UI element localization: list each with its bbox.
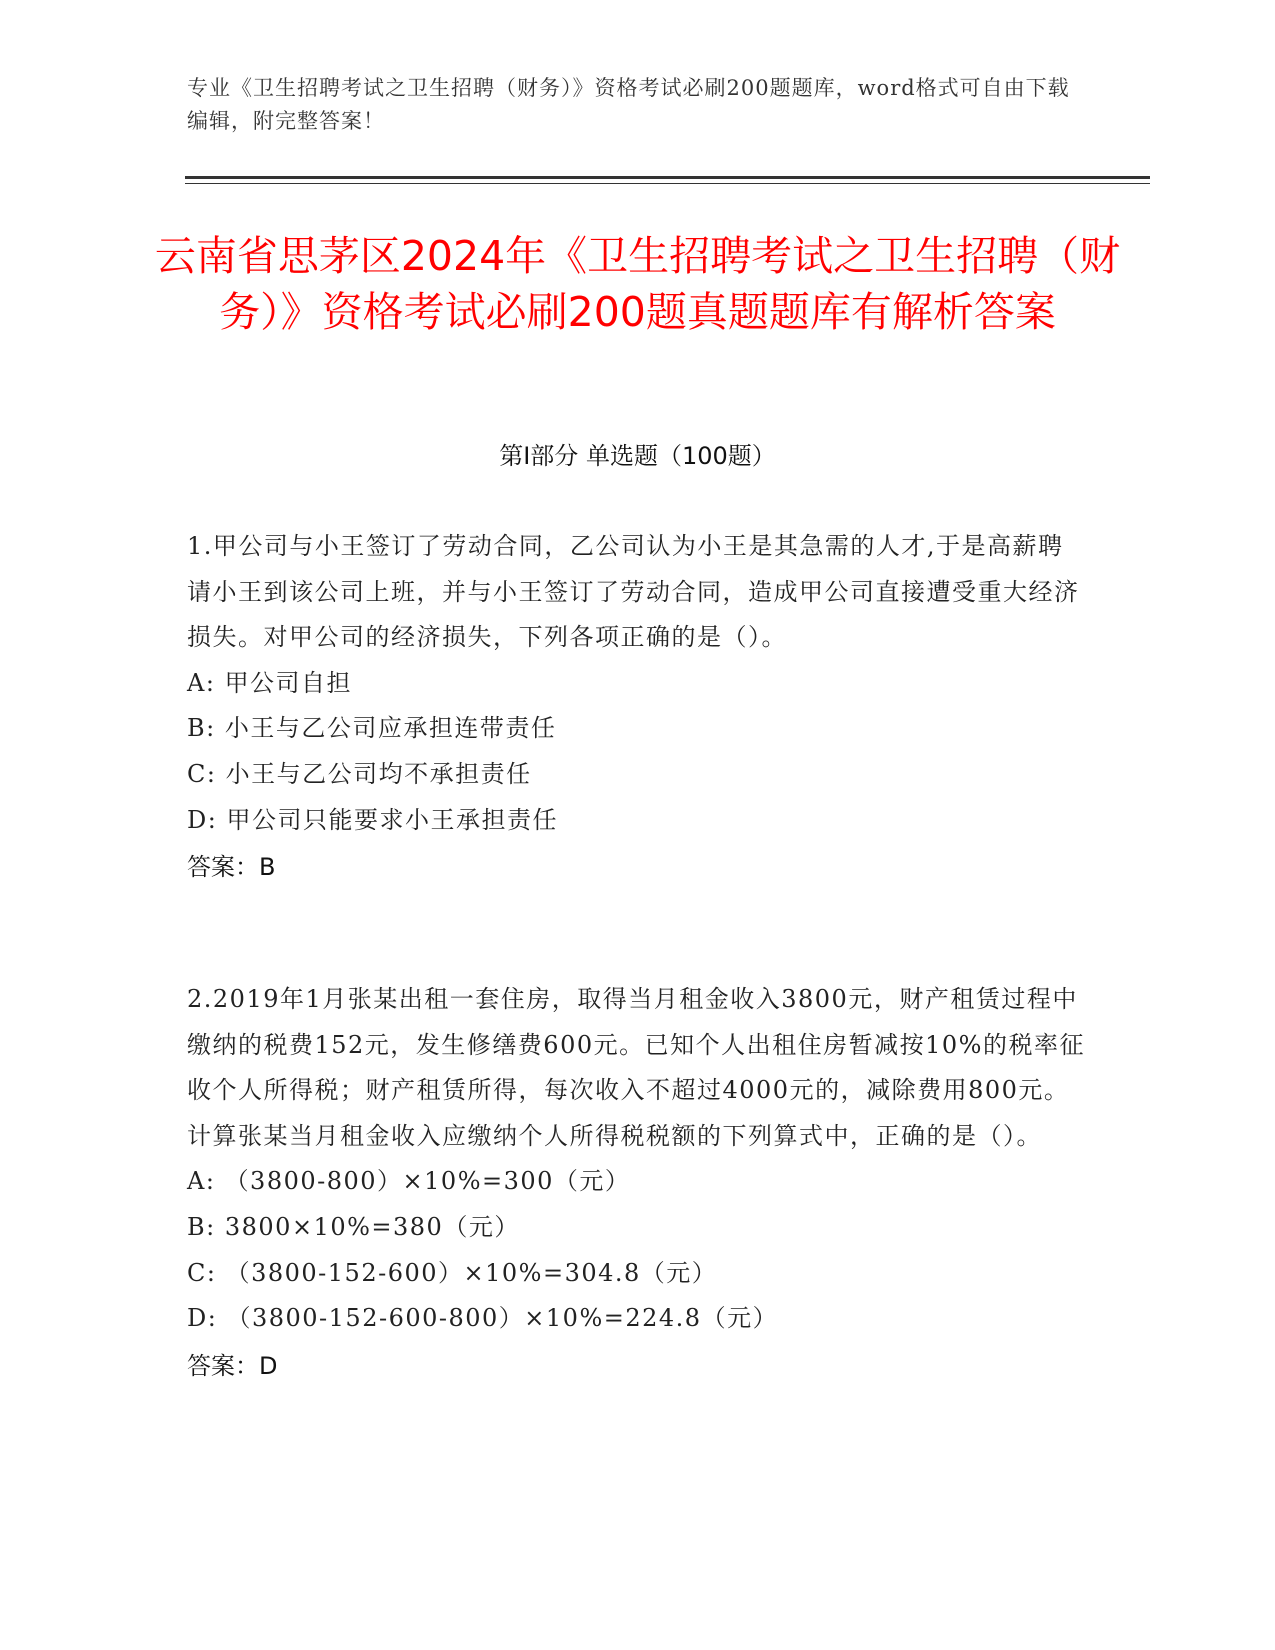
- question-2: [187, 977, 1087, 1390]
- option-b: [187, 1205, 1087, 1251]
- answer-line: 答案：B: [187, 853, 276, 882]
- option-d: [187, 798, 1087, 844]
- option-text: 小王与乙公司均不承担责任: [225, 759, 532, 788]
- option-text: 3800×10%=380（元）: [224, 1212, 520, 1241]
- option-text: 甲公司只能要求小王承担责任: [226, 805, 558, 834]
- document-title: 云南省思茅区2024年《卫生招聘考试之卫生招聘（财务）》资格考试必刷200题真题题库有解析答案: [154, 232, 1121, 336]
- header-rule-thick: [185, 176, 1150, 179]
- option-c: [187, 752, 1087, 798]
- option-c: [187, 1251, 1087, 1297]
- option-letter: C:: [187, 1258, 217, 1287]
- option-letter: B:: [187, 714, 216, 743]
- question-stem: 1.甲公司与小王签订了劳动合同，乙公司认为小王是其急需的人才,于是高薪聘请小王到该公司上班，并与小王签订了劳动合同，造成甲公司直接遭受重大经济损失。对甲公司的经济损失，下列各项正确的是（）。: [187, 532, 1080, 652]
- option-text: （3800-152-600）×10%=304.8（元）: [225, 1258, 718, 1287]
- option-letter: A:: [187, 668, 216, 697]
- header-rule-thin: [185, 183, 1150, 184]
- option-a: [187, 1159, 1087, 1205]
- option-letter: C:: [187, 759, 217, 788]
- option-a: [187, 661, 1087, 707]
- option-text: （3800-800）×10%=300（元）: [224, 1167, 631, 1196]
- answer-line: 答案：D: [187, 1351, 278, 1380]
- option-b: [187, 706, 1087, 752]
- option-d: [187, 1296, 1087, 1342]
- option-letter: B:: [187, 1212, 216, 1241]
- option-letter: A:: [187, 1167, 216, 1196]
- option-text: 小王与乙公司应承担连带责任: [224, 714, 557, 743]
- question-stem: 2.2019年1月张某出租一套住房，取得当月租金收入3800元，财产租赁过程中缴纳的税费152元，发生修缮费600元。已知个人出租住房暂减按10%的税率征收个人所得税；财产租赁所得，每次收入不超过4000元的，减除费用800元。计算张某当月租金收入应缴纳个人所得税税额的下列算式中，正确的是（）。: [187, 985, 1085, 1150]
- header-note: 专业《卫生招聘考试之卫生招聘（财务）》资格考试必刷200题题库，word格式可自由下载编辑，附完整答案！: [187, 76, 1070, 133]
- question-1: [187, 524, 1087, 891]
- option-letter: D:: [187, 805, 218, 834]
- section-heading: 第Ⅰ部分 单选题（100题）: [499, 442, 776, 470]
- option-text: 甲公司自担: [224, 668, 353, 697]
- option-letter: D:: [187, 1304, 218, 1333]
- option-text: （3800-152-600-800）×10%=224.8（元）: [226, 1304, 779, 1333]
